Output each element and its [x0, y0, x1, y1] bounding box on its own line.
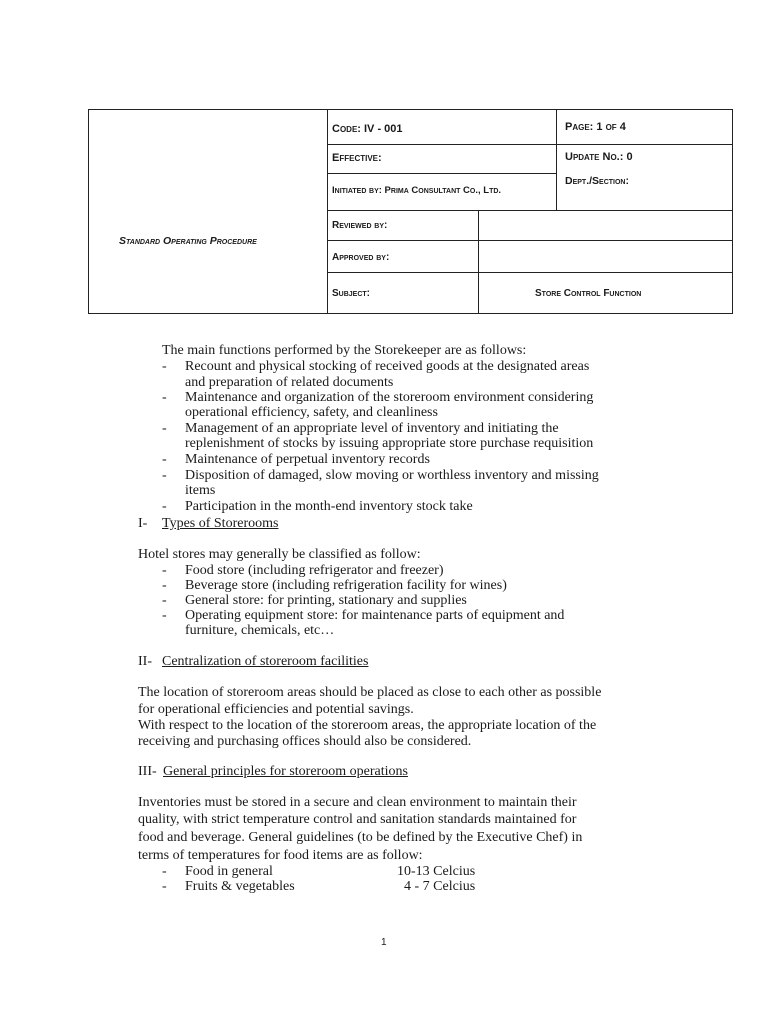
- store-type-4-line-1: Operating equipment store: for maintenance parts of equipment and: [185, 608, 565, 623]
- sop-header-table: [88, 109, 733, 314]
- section-3-line-4: terms of temperatures for food items are as follow:: [138, 848, 423, 863]
- intro-item-2-line-1: Maintenance and organization of the storeroom environment considering: [185, 390, 594, 405]
- subject-label: Subject:: [332, 288, 371, 299]
- intro-item-5-line-1: Disposition of damaged, slow moving or worthless inventory and missing: [185, 468, 599, 483]
- intro-item-5-line-2: items: [185, 483, 216, 498]
- effective-label: Effective:: [332, 152, 382, 164]
- code-label: Code: IV - 001: [332, 123, 403, 135]
- bullet-dash: -: [162, 499, 167, 514]
- intro-item-6: Participation in the month-end inventory stock take: [185, 499, 473, 514]
- initiated-by-label: Initiated by: Prima Consultant Co., Ltd.: [332, 185, 502, 196]
- section-2-numeral: II-: [138, 654, 152, 669]
- temp-item-2: Fruits & vegetables: [185, 879, 295, 894]
- temp-range-2: 4 - 7 Celcius: [404, 879, 476, 894]
- section-3-line-3: food and beverage. General guidelines (to be defined by the Executive Chef) in: [138, 830, 583, 845]
- section-2-line-2: for operational efficiencies and potential savings.: [138, 702, 414, 717]
- store-type-1: Food store (including refrigerator and freezer): [185, 563, 444, 578]
- update-no-label: Update No.: 0: [565, 151, 633, 163]
- subject-value: Store Control Function: [535, 288, 642, 299]
- section-3-line-2: quality, with strict temperature control and sanitation standards maintained for: [138, 812, 577, 827]
- intro-item-4: Maintenance of perpetual inventory records: [185, 452, 430, 467]
- section-1-lead: Hotel stores may generally be classified as follow:: [138, 547, 421, 562]
- bullet-dash: -: [162, 593, 167, 608]
- section-3-title: General principles for storeroom operations: [163, 764, 408, 779]
- approved-by-label: Approved by:: [332, 252, 390, 263]
- intro-item-2-line-2: operational efficiency, safety, and cleanliness: [185, 405, 438, 420]
- section-1-numeral: I-: [138, 516, 148, 531]
- temp-item-1: Food in general: [185, 864, 273, 879]
- bullet-dash: -: [162, 608, 167, 623]
- intro-item-3-line-1: Management of an appropriate level of inventory and initiating the: [185, 421, 559, 436]
- section-3-line-1: Inventories must be stored in a secure and clean environment to maintain their: [138, 795, 577, 810]
- section-2-line-3: With respect to the location of the storeroom areas, the appropriate location of the: [138, 718, 597, 733]
- store-type-2: Beverage store (including refrigeration facility for wines): [185, 578, 507, 593]
- intro-item-1-line-1: Recount and physical stocking of received goods at the designated areas: [185, 359, 590, 374]
- temp-range-1: 10-13 Celcius: [397, 864, 476, 879]
- section-3-numeral: III-: [138, 764, 157, 779]
- bullet-dash: -: [162, 468, 167, 483]
- section-2-line-4: receiving and purchasing offices should also be considered.: [138, 734, 472, 749]
- section-2-title: Centralization of storeroom facilities: [162, 654, 369, 669]
- section-1-title: Types of Storerooms: [162, 516, 279, 531]
- bullet-dash: -: [162, 578, 167, 593]
- store-type-3: General store: for printing, stationary and supplies: [185, 593, 467, 608]
- dept-section-label: Dept./Section:: [565, 175, 629, 187]
- bullet-dash: -: [162, 563, 167, 578]
- sop-title: Standard Operating Procedure: [119, 235, 257, 247]
- bullet-dash: -: [162, 864, 167, 879]
- intro-item-3-line-2: replenishment of stocks by issuing appropriate store purchase requisition: [185, 436, 594, 451]
- bullet-dash: -: [162, 359, 167, 374]
- reviewed-by-label: Reviewed by:: [332, 220, 388, 231]
- bullet-dash: -: [162, 452, 167, 467]
- section-2-line-1: The location of storeroom areas should be placed as close to each other as possible: [138, 685, 602, 700]
- store-type-4-line-2: furniture, chemicals, etc…: [185, 623, 335, 638]
- bullet-dash: -: [162, 421, 167, 436]
- bullet-dash: -: [162, 390, 167, 405]
- bullet-dash: -: [162, 879, 167, 894]
- page-label: Page: 1 of 4: [565, 121, 626, 133]
- intro-item-1-line-2: and preparation of related documents: [185, 375, 394, 390]
- page-number: 1: [381, 937, 387, 948]
- intro-lead: The main functions performed by the Storekeeper are as follows:: [162, 343, 527, 358]
